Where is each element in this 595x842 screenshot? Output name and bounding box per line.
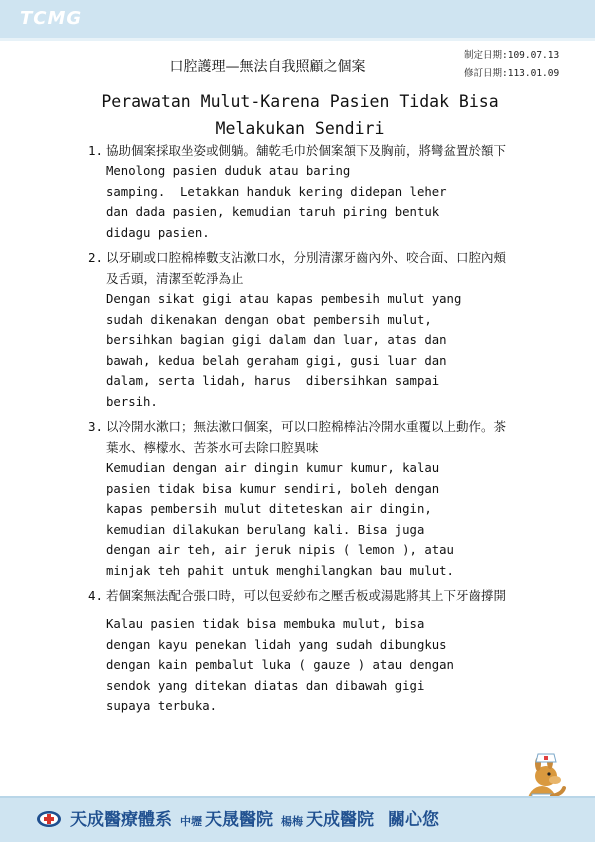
instruction-item-2: [88, 247, 508, 412]
item-indonesian-text: Dengan sikat gigi atau kapas pembesih mulut yang sudah dikenakan dengan obat pembersih mulut, bersihkan bagian gigi dalam dan luar, atas dan bawah, kedua belah geraham gigi, gusi luar dan dalam, serta lidah, harus dibersihkan sampai bersih.: [106, 292, 462, 409]
item-indonesian-text: Menolong pasien duduk atau baring samping. Letakkan handuk kering didepan leher dan dada pasien, kemudian taruh piring bentuk didagu pasien.: [106, 164, 447, 240]
item-chinese-text: 以冷開水漱口；無法漱口個案，可以口腔棉棒沾冷開水重覆以上動作。茶葉水、檸檬水、苦茶水可去除口腔異味: [106, 419, 507, 455]
footer-group-name: 天成醫療體系: [70, 810, 172, 830]
item-indonesian-text: Kalau pasien tidak bisa membuka mulut, bisa dengan kayu penekan lidah yang sudah dibungkus dengan kain pembalut luka ( gauze ) atau dengan sendok yang ditekan diatas dan dibawah gigi supaya terbuka.: [106, 617, 454, 713]
item-number: 1.: [88, 143, 104, 158]
header-band: [0, 0, 595, 40]
footer-line: [0, 796, 595, 798]
footer-care-slogan: 關心您: [388, 810, 439, 830]
item-chinese-text: 協助個案採取坐姿或側躺。舖乾毛巾於個案頷下及胸前，將彎盆置於額下: [106, 143, 507, 158]
footer-hospital-banner: [36, 805, 439, 830]
item-number: 4.: [88, 588, 104, 603]
item-number: 2.: [88, 250, 104, 265]
item-chinese-text: 以牙刷或口腔棉棒數支沾漱口水，分別清潔牙齒內外、咬合面、口腔內頰及舌頭，清潔至乾淨為止: [106, 250, 507, 286]
title-chinese: 口腔護理—無法自我照顧之個案: [169, 59, 366, 75]
title-indonesian: [90, 88, 510, 142]
revised-date: 修訂日期:113.01.09: [464, 68, 560, 79]
hospital-emblem-icon: [36, 810, 62, 828]
item-indonesian-text: Kemudian dengan air dingin kumur kumur, kalau pasien tidak bisa kumur sendiri, boleh dengan kapas pembersih mulut diteteskan air dingin, kemudian dilakukan berulang kali. Bisa juga dengan air teh, air jeruk nipis ( lemon ), atau minjak teh pahit untuk menghilangkan bau mulut.: [106, 461, 454, 578]
title-indonesian-line1: Perawatan Mulut-Karena Pasien Tidak Bisa: [101, 92, 499, 111]
footer-location-2: 楊梅: [281, 815, 303, 828]
title-chinese-wrap: [0, 56, 595, 76]
header-band-stripe: [0, 38, 595, 41]
title-indonesian-line2: Melakukan Sendiri: [215, 119, 385, 138]
tcmg-logo: TCMG: [20, 8, 83, 29]
footer-hospital-2: 天成醫院: [306, 810, 374, 830]
item-chinese-text: 若個案無法配合張口時，可以包妥紗布之壓舌板或湯匙將其上下牙齒撐開: [106, 588, 507, 603]
item-number: 3.: [88, 419, 104, 434]
instruction-item-4: [88, 585, 508, 717]
instruction-item-3: [88, 416, 508, 581]
established-date: 制定日期:109.07.13: [464, 50, 560, 61]
footer-location-1: 中壢: [180, 815, 202, 828]
instruction-list: [88, 140, 508, 721]
instruction-item-1: [88, 140, 508, 243]
footer-hospital-1: 天晟醫院: [205, 810, 273, 830]
